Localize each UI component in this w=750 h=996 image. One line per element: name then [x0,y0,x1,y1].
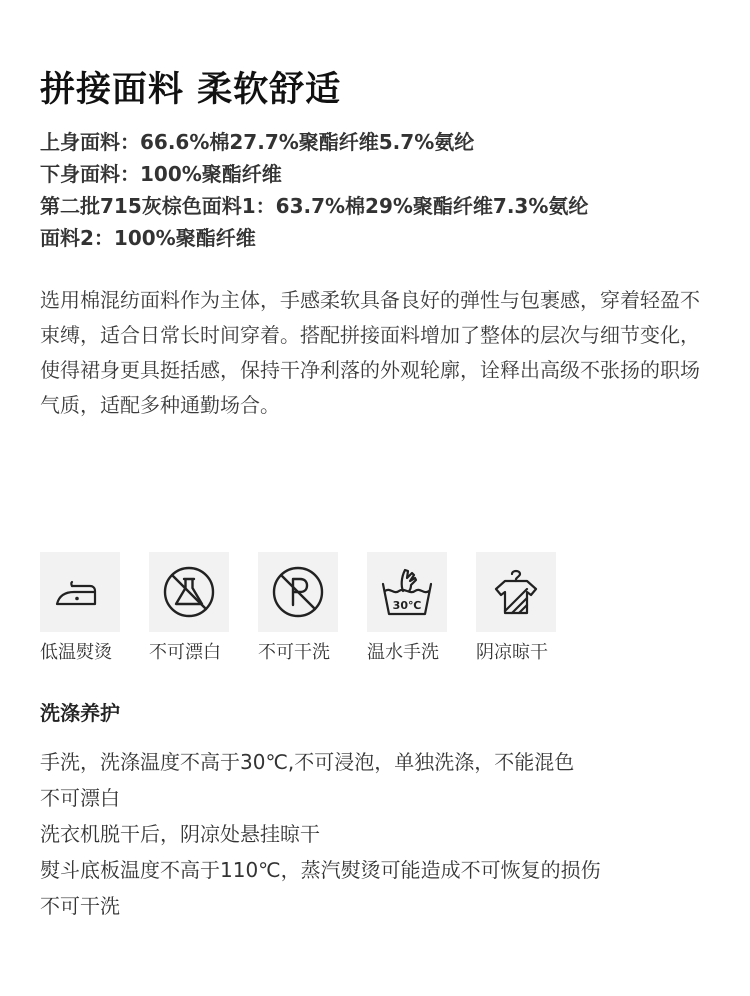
care-line: 不可干洗 [40,894,120,918]
care-line: 不可漂白 [40,786,120,810]
care-item-iron [40,552,149,664]
care-section-title: 洗涤养护 [40,701,120,725]
care-item-handwash [367,552,476,664]
care-item-dryclean [258,552,367,664]
product-description: 选用棉混纺面料作为主体，手感柔软具备良好的弹性与包裹感，穿着轻盈不束缚，适合日常长时间穿着。搭配拼接面料增加了整体的层次与细节变化，使得裙身更具挺括感，保持干净利落的外观轮廓，诠释出高级不张扬的职场气质，适配多种通勤场合。 [40,288,700,417]
care-line: 手洗，洗涤温度不高于30℃,不可浸泡，单独洗涤，不能混色 [40,750,575,774]
page-title: 拼接面料 柔软舒适 [40,70,342,110]
care-line: 洗衣机脱干后，阴凉处悬挂晾干 [40,822,320,846]
wash-temp-text: 30℃ [392,599,422,612]
fabric-line: 面料2：100%聚酯纤维 [40,226,256,250]
hand-wash-30-icon [367,552,447,632]
iron-low-temp-icon [40,552,120,632]
care-instructions [40,744,601,924]
fabric-composition [40,126,588,254]
no-dry-clean-icon [258,552,338,632]
care-label: 低温熨烫 [40,642,112,663]
care-label: 不可干洗 [258,642,330,663]
shade-hang-dry-icon [476,552,556,632]
fabric-line: 上身面料：66.6%棉27.7%聚酯纤维5.7%氨纶 [40,130,475,154]
fabric-line: 第二批715灰棕色面料1：63.7%棉29%聚酯纤维7.3%氨纶 [40,194,589,218]
care-label: 温水手洗 [367,642,439,663]
care-label: 阴凉晾干 [476,642,548,663]
no-bleach-icon [149,552,229,632]
care-item-bleach [149,552,258,664]
fabric-line: 下身面料：100%聚酯纤维 [40,162,282,186]
care-item-dry [476,552,585,664]
care-label: 不可漂白 [149,642,221,663]
care-line: 熨斗底板温度不高于110℃，蒸汽熨烫可能造成不可恢复的损伤 [40,858,601,882]
care-icons-row [40,552,585,664]
